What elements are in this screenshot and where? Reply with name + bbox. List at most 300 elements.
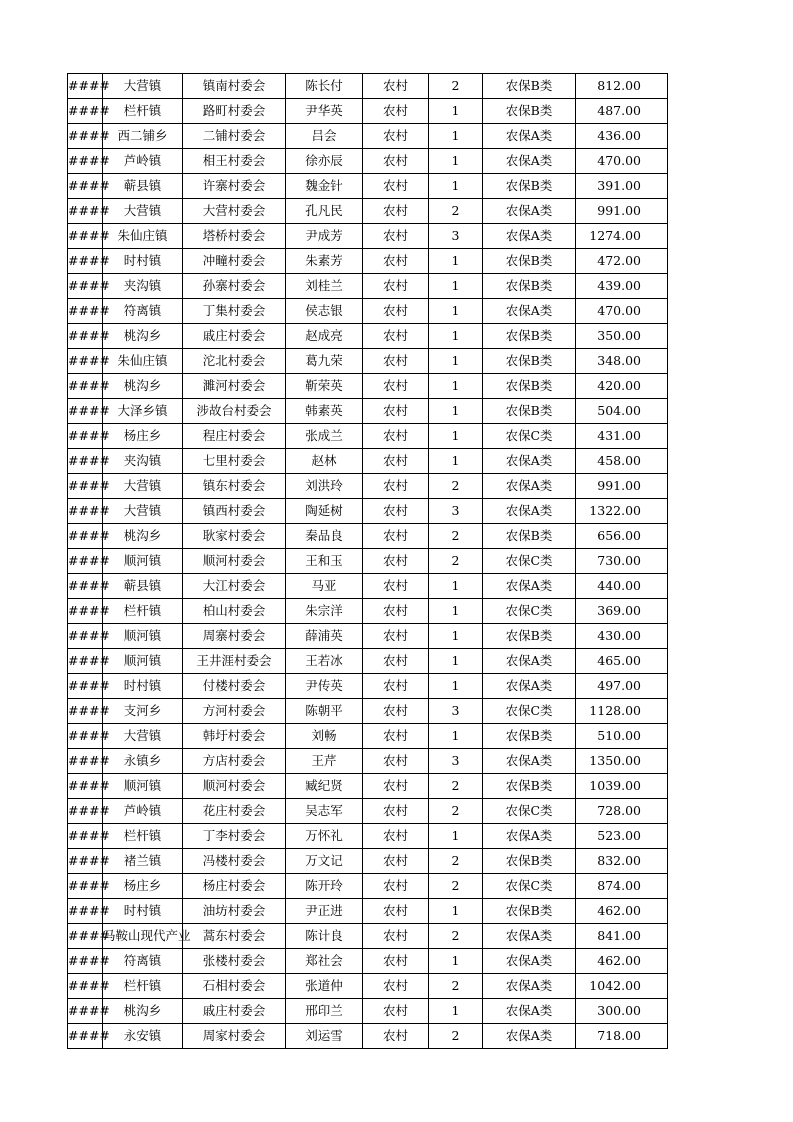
area-cell: 农村 (363, 99, 429, 124)
subsidy-table (67, 73, 668, 1049)
id-cell: #### (68, 299, 103, 324)
town-cell: 杨庄乡 (103, 424, 183, 449)
amount-cell: 430.00 (576, 624, 668, 649)
table-row (68, 724, 668, 749)
name-cell: 孔凡民 (286, 199, 363, 224)
id-cell: #### (68, 124, 103, 149)
village-cell: 大营村委会 (183, 199, 286, 224)
table-row (68, 124, 668, 149)
category-cell: 农保B类 (483, 624, 576, 649)
category-cell: 农保A类 (483, 449, 576, 474)
count-cell: 1 (429, 99, 483, 124)
table-row (68, 199, 668, 224)
table-row (68, 374, 668, 399)
amount-cell: 1322.00 (576, 499, 668, 524)
area-cell: 农村 (363, 949, 429, 974)
id-cell: #### (68, 374, 103, 399)
id-cell: #### (68, 424, 103, 449)
village-cell: 镇南村委会 (183, 74, 286, 99)
category-cell: 农保A类 (483, 199, 576, 224)
village-cell: 顺河村委会 (183, 774, 286, 799)
town-cell: 栏杆镇 (103, 974, 183, 999)
amount-cell: 1039.00 (576, 774, 668, 799)
id-cell: #### (68, 224, 103, 249)
count-cell: 2 (429, 74, 483, 99)
table-row (68, 824, 668, 849)
id-cell: #### (68, 799, 103, 824)
area-cell: 农村 (363, 349, 429, 374)
village-cell: 丁李村委会 (183, 824, 286, 849)
village-cell: 路町村委会 (183, 99, 286, 124)
count-cell: 1 (429, 274, 483, 299)
table-row (68, 624, 668, 649)
id-cell: #### (68, 774, 103, 799)
category-cell: 农保B类 (483, 99, 576, 124)
area-cell: 农村 (363, 974, 429, 999)
amount-cell: 510.00 (576, 724, 668, 749)
village-cell: 濉河村委会 (183, 374, 286, 399)
table-row (68, 274, 668, 299)
count-cell: 2 (429, 874, 483, 899)
village-cell: 耿家村委会 (183, 524, 286, 549)
count-cell: 3 (429, 749, 483, 774)
area-cell: 农村 (363, 324, 429, 349)
village-cell: 冲疃村委会 (183, 249, 286, 274)
town-cell: 朱仙庄镇 (103, 349, 183, 374)
count-cell: 1 (429, 824, 483, 849)
name-cell: 葛九荣 (286, 349, 363, 374)
area-cell: 农村 (363, 524, 429, 549)
amount-cell: 431.00 (576, 424, 668, 449)
area-cell: 农村 (363, 774, 429, 799)
name-cell: 刘畅 (286, 724, 363, 749)
town-cell: 永镇乡 (103, 749, 183, 774)
table-row (68, 524, 668, 549)
id-cell: #### (68, 649, 103, 674)
amount-cell: 439.00 (576, 274, 668, 299)
area-cell: 农村 (363, 749, 429, 774)
name-cell: 尹传英 (286, 674, 363, 699)
name-cell: 陈计良 (286, 924, 363, 949)
name-cell: 吴志军 (286, 799, 363, 824)
amount-cell: 350.00 (576, 324, 668, 349)
id-cell: #### (68, 74, 103, 99)
category-cell: 农保B类 (483, 74, 576, 99)
id-cell: #### (68, 174, 103, 199)
name-cell: 万怀礼 (286, 824, 363, 849)
count-cell: 1 (429, 299, 483, 324)
category-cell: 农保B类 (483, 349, 576, 374)
area-cell: 农村 (363, 149, 429, 174)
name-cell: 薛浦英 (286, 624, 363, 649)
table-row (68, 74, 668, 99)
village-cell: 孙寨村委会 (183, 274, 286, 299)
town-cell: 桃沟乡 (103, 999, 183, 1024)
category-cell: 农保B类 (483, 324, 576, 349)
amount-cell: 470.00 (576, 299, 668, 324)
table-row (68, 324, 668, 349)
amount-cell: 874.00 (576, 874, 668, 899)
amount-cell: 1042.00 (576, 974, 668, 999)
id-cell: #### (68, 849, 103, 874)
table-row (68, 474, 668, 499)
category-cell: 农保B类 (483, 374, 576, 399)
category-cell: 农保A类 (483, 824, 576, 849)
table-row (68, 999, 668, 1024)
table-row (68, 299, 668, 324)
area-cell: 农村 (363, 699, 429, 724)
town-cell: 芦岭镇 (103, 799, 183, 824)
town-cell: 大营镇 (103, 199, 183, 224)
amount-cell: 436.00 (576, 124, 668, 149)
id-cell: #### (68, 99, 103, 124)
count-cell: 2 (429, 974, 483, 999)
table-row (68, 949, 668, 974)
id-cell: #### (68, 574, 103, 599)
village-cell: 韩圩村委会 (183, 724, 286, 749)
category-cell: 农保A类 (483, 674, 576, 699)
count-cell: 1 (429, 624, 483, 649)
village-cell: 油坊村委会 (183, 899, 286, 924)
table-row (68, 674, 668, 699)
area-cell: 农村 (363, 74, 429, 99)
category-cell: 农保C类 (483, 699, 576, 724)
id-cell: #### (68, 549, 103, 574)
table-row (68, 174, 668, 199)
town-cell: 蕲县镇 (103, 174, 183, 199)
area-cell: 农村 (363, 574, 429, 599)
count-cell: 2 (429, 774, 483, 799)
area-cell: 农村 (363, 849, 429, 874)
amount-cell: 1274.00 (576, 224, 668, 249)
id-cell: #### (68, 349, 103, 374)
town-cell: 蕲县镇 (103, 574, 183, 599)
amount-cell: 465.00 (576, 649, 668, 674)
town-cell: 大泽乡镇 (103, 399, 183, 424)
amount-cell: 472.00 (576, 249, 668, 274)
category-cell: 农保A类 (483, 499, 576, 524)
village-cell: 沱北村委会 (183, 349, 286, 374)
name-cell: 赵林 (286, 449, 363, 474)
category-cell: 农保B类 (483, 399, 576, 424)
amount-cell: 470.00 (576, 149, 668, 174)
amount-cell: 656.00 (576, 524, 668, 549)
amount-cell: 300.00 (576, 999, 668, 1024)
category-cell: 农保A类 (483, 299, 576, 324)
table-body (68, 74, 668, 1049)
table-row (68, 799, 668, 824)
amount-cell: 1128.00 (576, 699, 668, 724)
village-cell: 相王村委会 (183, 149, 286, 174)
count-cell: 1 (429, 124, 483, 149)
name-cell: 臧纪贤 (286, 774, 363, 799)
id-cell: #### (68, 949, 103, 974)
amount-cell: 991.00 (576, 199, 668, 224)
village-cell: 七里村委会 (183, 449, 286, 474)
id-cell: #### (68, 1024, 103, 1049)
id-cell: #### (68, 999, 103, 1024)
category-cell: 农保A类 (483, 649, 576, 674)
table-row (68, 924, 668, 949)
count-cell: 2 (429, 799, 483, 824)
id-cell: #### (68, 499, 103, 524)
id-cell: #### (68, 274, 103, 299)
town-cell: 朱仙庄镇 (103, 224, 183, 249)
name-cell: 侯志银 (286, 299, 363, 324)
area-cell: 农村 (363, 424, 429, 449)
count-cell: 2 (429, 199, 483, 224)
id-cell: #### (68, 924, 103, 949)
name-cell: 秦品良 (286, 524, 363, 549)
town-cell: 永安镇 (103, 1024, 183, 1049)
town-cell: 符离镇 (103, 299, 183, 324)
name-cell: 朱素芳 (286, 249, 363, 274)
table-row (68, 149, 668, 174)
village-cell: 顺河村委会 (183, 549, 286, 574)
area-cell: 农村 (363, 999, 429, 1024)
table-row (68, 549, 668, 574)
town-cell: 桃沟乡 (103, 524, 183, 549)
id-cell: #### (68, 624, 103, 649)
town-cell: 符离镇 (103, 949, 183, 974)
count-cell: 1 (429, 599, 483, 624)
area-cell: 农村 (363, 549, 429, 574)
amount-cell: 523.00 (576, 824, 668, 849)
amount-cell: 991.00 (576, 474, 668, 499)
area-cell: 农村 (363, 924, 429, 949)
table-row (68, 849, 668, 874)
amount-cell: 458.00 (576, 449, 668, 474)
name-cell: 尹成芳 (286, 224, 363, 249)
name-cell: 尹正进 (286, 899, 363, 924)
town-cell: 夹沟镇 (103, 449, 183, 474)
area-cell: 农村 (363, 274, 429, 299)
count-cell: 3 (429, 224, 483, 249)
name-cell: 王芹 (286, 749, 363, 774)
category-cell: 农保A类 (483, 474, 576, 499)
table-row (68, 899, 668, 924)
count-cell: 1 (429, 249, 483, 274)
count-cell: 1 (429, 899, 483, 924)
name-cell: 陈朝平 (286, 699, 363, 724)
amount-cell: 730.00 (576, 549, 668, 574)
count-cell: 1 (429, 399, 483, 424)
village-cell: 石相村委会 (183, 974, 286, 999)
name-cell: 刘桂兰 (286, 274, 363, 299)
town-cell: 栏杆镇 (103, 824, 183, 849)
category-cell: 农保A类 (483, 149, 576, 174)
table-row (68, 649, 668, 674)
town-cell: 褚兰镇 (103, 849, 183, 874)
area-cell: 农村 (363, 899, 429, 924)
amount-cell: 728.00 (576, 799, 668, 824)
table-row (68, 749, 668, 774)
table-row (68, 449, 668, 474)
id-cell: #### (68, 399, 103, 424)
name-cell: 陈长付 (286, 74, 363, 99)
name-cell: 吕会 (286, 124, 363, 149)
village-cell: 镇东村委会 (183, 474, 286, 499)
village-cell: 杨庄村委会 (183, 874, 286, 899)
town-cell: 顺河镇 (103, 649, 183, 674)
id-cell: #### (68, 249, 103, 274)
amount-cell: 812.00 (576, 74, 668, 99)
name-cell: 刘洪玲 (286, 474, 363, 499)
count-cell: 1 (429, 949, 483, 974)
area-cell: 农村 (363, 824, 429, 849)
id-cell: #### (68, 699, 103, 724)
village-cell: 冯楼村委会 (183, 849, 286, 874)
table-row (68, 599, 668, 624)
area-cell: 农村 (363, 224, 429, 249)
id-cell: #### (68, 449, 103, 474)
village-cell: 丁集村委会 (183, 299, 286, 324)
area-cell: 农村 (363, 174, 429, 199)
village-cell: 张楼村委会 (183, 949, 286, 974)
village-cell: 戚庄村委会 (183, 999, 286, 1024)
amount-cell: 504.00 (576, 399, 668, 424)
id-cell: #### (68, 324, 103, 349)
name-cell: 马亚 (286, 574, 363, 599)
name-cell: 陈开玲 (286, 874, 363, 899)
category-cell: 农保C类 (483, 599, 576, 624)
name-cell: 靳荣英 (286, 374, 363, 399)
count-cell: 1 (429, 349, 483, 374)
amount-cell: 420.00 (576, 374, 668, 399)
name-cell: 魏金针 (286, 174, 363, 199)
table-row (68, 399, 668, 424)
town-cell: 大营镇 (103, 724, 183, 749)
town-cell: 支河乡 (103, 699, 183, 724)
area-cell: 农村 (363, 499, 429, 524)
village-cell: 方店村委会 (183, 749, 286, 774)
town-cell: 大营镇 (103, 499, 183, 524)
amount-cell: 1350.00 (576, 749, 668, 774)
count-cell: 1 (429, 424, 483, 449)
name-cell: 朱宗洋 (286, 599, 363, 624)
town-cell: 芦岭镇 (103, 149, 183, 174)
category-cell: 农保B类 (483, 724, 576, 749)
category-cell: 农保A类 (483, 974, 576, 999)
amount-cell: 348.00 (576, 349, 668, 374)
town-cell: 顺河镇 (103, 624, 183, 649)
count-cell: 3 (429, 699, 483, 724)
village-cell: 周家村委会 (183, 1024, 286, 1049)
amount-cell: 841.00 (576, 924, 668, 949)
category-cell: 农保B类 (483, 899, 576, 924)
amount-cell: 440.00 (576, 574, 668, 599)
area-cell: 农村 (363, 799, 429, 824)
count-cell: 1 (429, 674, 483, 699)
category-cell: 农保C类 (483, 874, 576, 899)
area-cell: 农村 (363, 299, 429, 324)
category-cell: 农保B类 (483, 774, 576, 799)
town-cell: 顺河镇 (103, 549, 183, 574)
village-cell: 付楼村委会 (183, 674, 286, 699)
count-cell: 3 (429, 499, 483, 524)
count-cell: 1 (429, 374, 483, 399)
count-cell: 1 (429, 174, 483, 199)
town-cell: 西二铺乡 (103, 124, 183, 149)
amount-cell: 718.00 (576, 1024, 668, 1049)
area-cell: 农村 (363, 399, 429, 424)
town-cell: 时村镇 (103, 899, 183, 924)
village-cell: 王井涯村委会 (183, 649, 286, 674)
count-cell: 1 (429, 999, 483, 1024)
table-row (68, 874, 668, 899)
table-row (68, 424, 668, 449)
village-cell: 塔桥村委会 (183, 224, 286, 249)
category-cell: 农保B类 (483, 249, 576, 274)
name-cell: 万文记 (286, 849, 363, 874)
village-cell: 蒿东村委会 (183, 924, 286, 949)
village-cell: 程庄村委会 (183, 424, 286, 449)
name-cell: 徐亦辰 (286, 149, 363, 174)
table-row (68, 349, 668, 374)
village-cell: 二铺村委会 (183, 124, 286, 149)
village-cell: 戚庄村委会 (183, 324, 286, 349)
category-cell: 农保A类 (483, 749, 576, 774)
name-cell: 陶延树 (286, 499, 363, 524)
count-cell: 2 (429, 849, 483, 874)
count-cell: 2 (429, 924, 483, 949)
id-cell: #### (68, 824, 103, 849)
town-cell: 时村镇 (103, 249, 183, 274)
count-cell: 2 (429, 1024, 483, 1049)
area-cell: 农村 (363, 649, 429, 674)
id-cell: #### (68, 674, 103, 699)
village-cell: 许寨村委会 (183, 174, 286, 199)
id-cell: #### (68, 974, 103, 999)
town-cell: 大营镇 (103, 474, 183, 499)
town-cell: 栏杆镇 (103, 99, 183, 124)
category-cell: 农保A类 (483, 224, 576, 249)
name-cell: 赵成亮 (286, 324, 363, 349)
town-cell: 马鞍山现代产业 (103, 924, 183, 949)
name-cell: 王若冰 (286, 649, 363, 674)
village-cell: 柏山村委会 (183, 599, 286, 624)
amount-cell: 497.00 (576, 674, 668, 699)
area-cell: 农村 (363, 624, 429, 649)
village-cell: 涉故台村委会 (183, 399, 286, 424)
area-cell: 农村 (363, 199, 429, 224)
count-cell: 1 (429, 649, 483, 674)
count-cell: 2 (429, 474, 483, 499)
town-cell: 时村镇 (103, 674, 183, 699)
category-cell: 农保A类 (483, 949, 576, 974)
table-row (68, 99, 668, 124)
count-cell: 1 (429, 149, 483, 174)
category-cell: 农保A类 (483, 574, 576, 599)
amount-cell: 832.00 (576, 849, 668, 874)
table-row (68, 499, 668, 524)
count-cell: 1 (429, 574, 483, 599)
area-cell: 农村 (363, 249, 429, 274)
name-cell: 张道仲 (286, 974, 363, 999)
village-cell: 周寨村委会 (183, 624, 286, 649)
area-cell: 农村 (363, 674, 429, 699)
name-cell: 尹华英 (286, 99, 363, 124)
name-cell: 刘运雪 (286, 1024, 363, 1049)
category-cell: 农保C类 (483, 549, 576, 574)
count-cell: 1 (429, 449, 483, 474)
name-cell: 张成兰 (286, 424, 363, 449)
town-cell: 大营镇 (103, 74, 183, 99)
amount-cell: 462.00 (576, 949, 668, 974)
town-cell: 顺河镇 (103, 774, 183, 799)
table-row (68, 974, 668, 999)
name-cell: 王和玉 (286, 549, 363, 574)
